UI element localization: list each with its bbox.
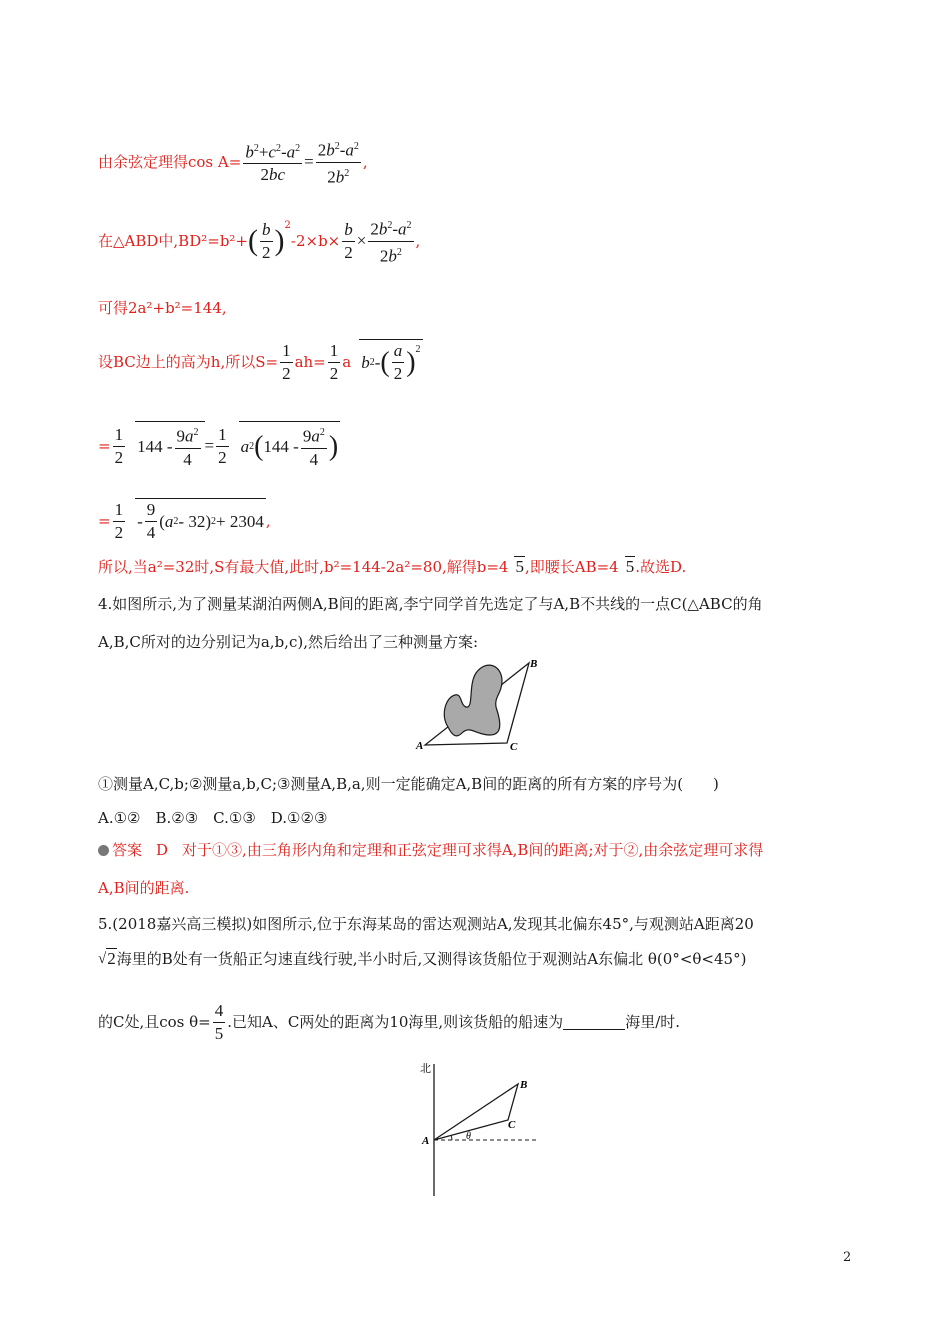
half-b-fraction: $\frac{b}{2}$	[262, 219, 271, 262]
solution-line-2-text: 在△ABD中,BD²=b²+	[98, 232, 249, 250]
cos-numerator: 4	[213, 1000, 226, 1023]
q4-line-2: A,B,C所对的边分别记为a,b,c),然后给出了三种测量方案:	[98, 633, 479, 651]
solution-line-5: = $\frac{1}{2}$ 144 - $\frac{9a^2}{4}$ = $\frac{1}{2}$ a 2 ( 144 - $\frac{9a^2}{4}$ )	[98, 418, 340, 474]
answer-text: 对于①③,由三角形内角和定理和正弦定理可求得A,B间的距离;对于②,由余弦定理可求得	[182, 841, 764, 859]
cosine-fraction-3: $\frac{2b^2-a^2}{2b^2}$	[368, 215, 413, 267]
cos-denominator: 5	[214, 1023, 224, 1043]
q5-line-3-start: 的C处,且cos θ=	[98, 1013, 211, 1031]
solution-line-7-mid: ,即腰长AB=4	[524, 557, 619, 576]
lake-figure	[410, 655, 545, 755]
solution-line-1-text: 由余弦定理得cos A=	[98, 153, 242, 171]
solution-line-1: 由余弦定理得cos A= $\frac{b^2+c^2-a^2}{2bc}$ = $\frac{2b^2-a^2}{2b^2}$ ,	[98, 132, 368, 192]
answer-icon	[98, 845, 109, 856]
q5-line-1: 5.(2018嘉兴高三模拟)如图所示,位于东海某岛的雷达观测站A,发现其北偏东45°,与观测站A距离20	[98, 915, 754, 933]
lake-label-a: A	[416, 740, 424, 752]
lake-label-c: C	[510, 741, 518, 753]
q5-line-3-tail: 海里/时.	[625, 1013, 681, 1031]
q4-answer-line-2: A,B间的距离.	[98, 879, 190, 897]
q5-line-2-rest: 海里的B处有一货船正匀速直线行驶,半小时后,又测得该货船位于观测站A东偏北 θ(0°<θ<45°)	[116, 949, 747, 968]
theta-label: θ	[466, 1131, 471, 1142]
radar-label-c: C	[508, 1119, 516, 1131]
north-label: 北	[420, 1063, 431, 1075]
answer-blank[interactable]	[563, 1015, 625, 1030]
cosine-fraction-2: $\frac{2b^2-a^2}{2b^2}$	[316, 136, 361, 188]
answer-letter: D	[156, 841, 169, 859]
q5-line-3-end: .已知A、C两处的距离为10海里,则该货船的船速为	[227, 1013, 564, 1031]
solution-line-4-text: 设BC边上的高为h,所以S=	[98, 353, 279, 371]
lake-label-b: B	[530, 658, 538, 670]
solution-line-3: 可得2a²+b²=144,	[98, 299, 227, 317]
solution-line-7-text: 所以,当a²=32时,S有最大值,此时,b²=144-2a²=80,解得b=4	[98, 557, 509, 576]
q5-line-3	[98, 998, 680, 1046]
solution-line-2: 在△ABD中,BD²=b²+ ( $\frac{b}{2}$ ) $^2$ -2×b× $\frac{b}{2}$ × $\frac{2b^2-a^2}{2b^2}$ ,	[98, 212, 420, 270]
sqrt-two: 2	[107, 949, 116, 968]
q4-line-1: 4.如图所示,为了测量某湖泊两侧A,B间的距离,李宁同学首先选定了与A,B不共线的一点C(△ABC的角	[98, 595, 763, 613]
solution-line-6: = $\frac{1}{2}$ - $\frac{9}{4}$ ( a 2 - 32) 2 + 2304 ,	[98, 499, 271, 542]
q4-answer	[98, 840, 763, 860]
solution-line-7: 所以,当a²=32时,S有最大值,此时,b²=144-2a²=80,解得b=4 5 ,即腰长AB=4 5 .故选D.	[98, 557, 687, 576]
radar-label-a: A	[422, 1135, 430, 1147]
radar-label-b: B	[520, 1079, 528, 1091]
q4-choices: A.①② B.②③ C.①③ D.①②③	[98, 809, 328, 827]
answer-label: 答案	[112, 841, 143, 859]
solution-line-4: 设BC边上的高为h,所以S= $\frac{1}{2}$ ah= $\frac{1}{2}$ a b 2 - ( $\frac{a}{2}$ ) $^2$	[98, 340, 421, 383]
q5-line-2: √ 2 海里的B处有一货船正匀速直线行驶,半小时后,又测得该货船位于观测站A东偏北 θ(0°<θ<45°)	[98, 949, 747, 968]
solution-line-2-mid: -2×b×	[290, 232, 341, 250]
half-b-fraction-2: $\frac{b}{2}$	[344, 219, 353, 262]
cosine-fraction-1: $\frac{b^2+c^2-a^2}{2bc}$	[243, 138, 302, 187]
page-number: 2	[843, 1250, 852, 1265]
radar-figure	[412, 1060, 542, 1200]
q4-options: ①测量A,C,b;②测量a,b,C;③测量A,B,a,则一定能确定A,B间的距离的所有方案的序号为( )	[98, 775, 719, 793]
solution-line-7-end: .故选D.	[635, 557, 687, 576]
